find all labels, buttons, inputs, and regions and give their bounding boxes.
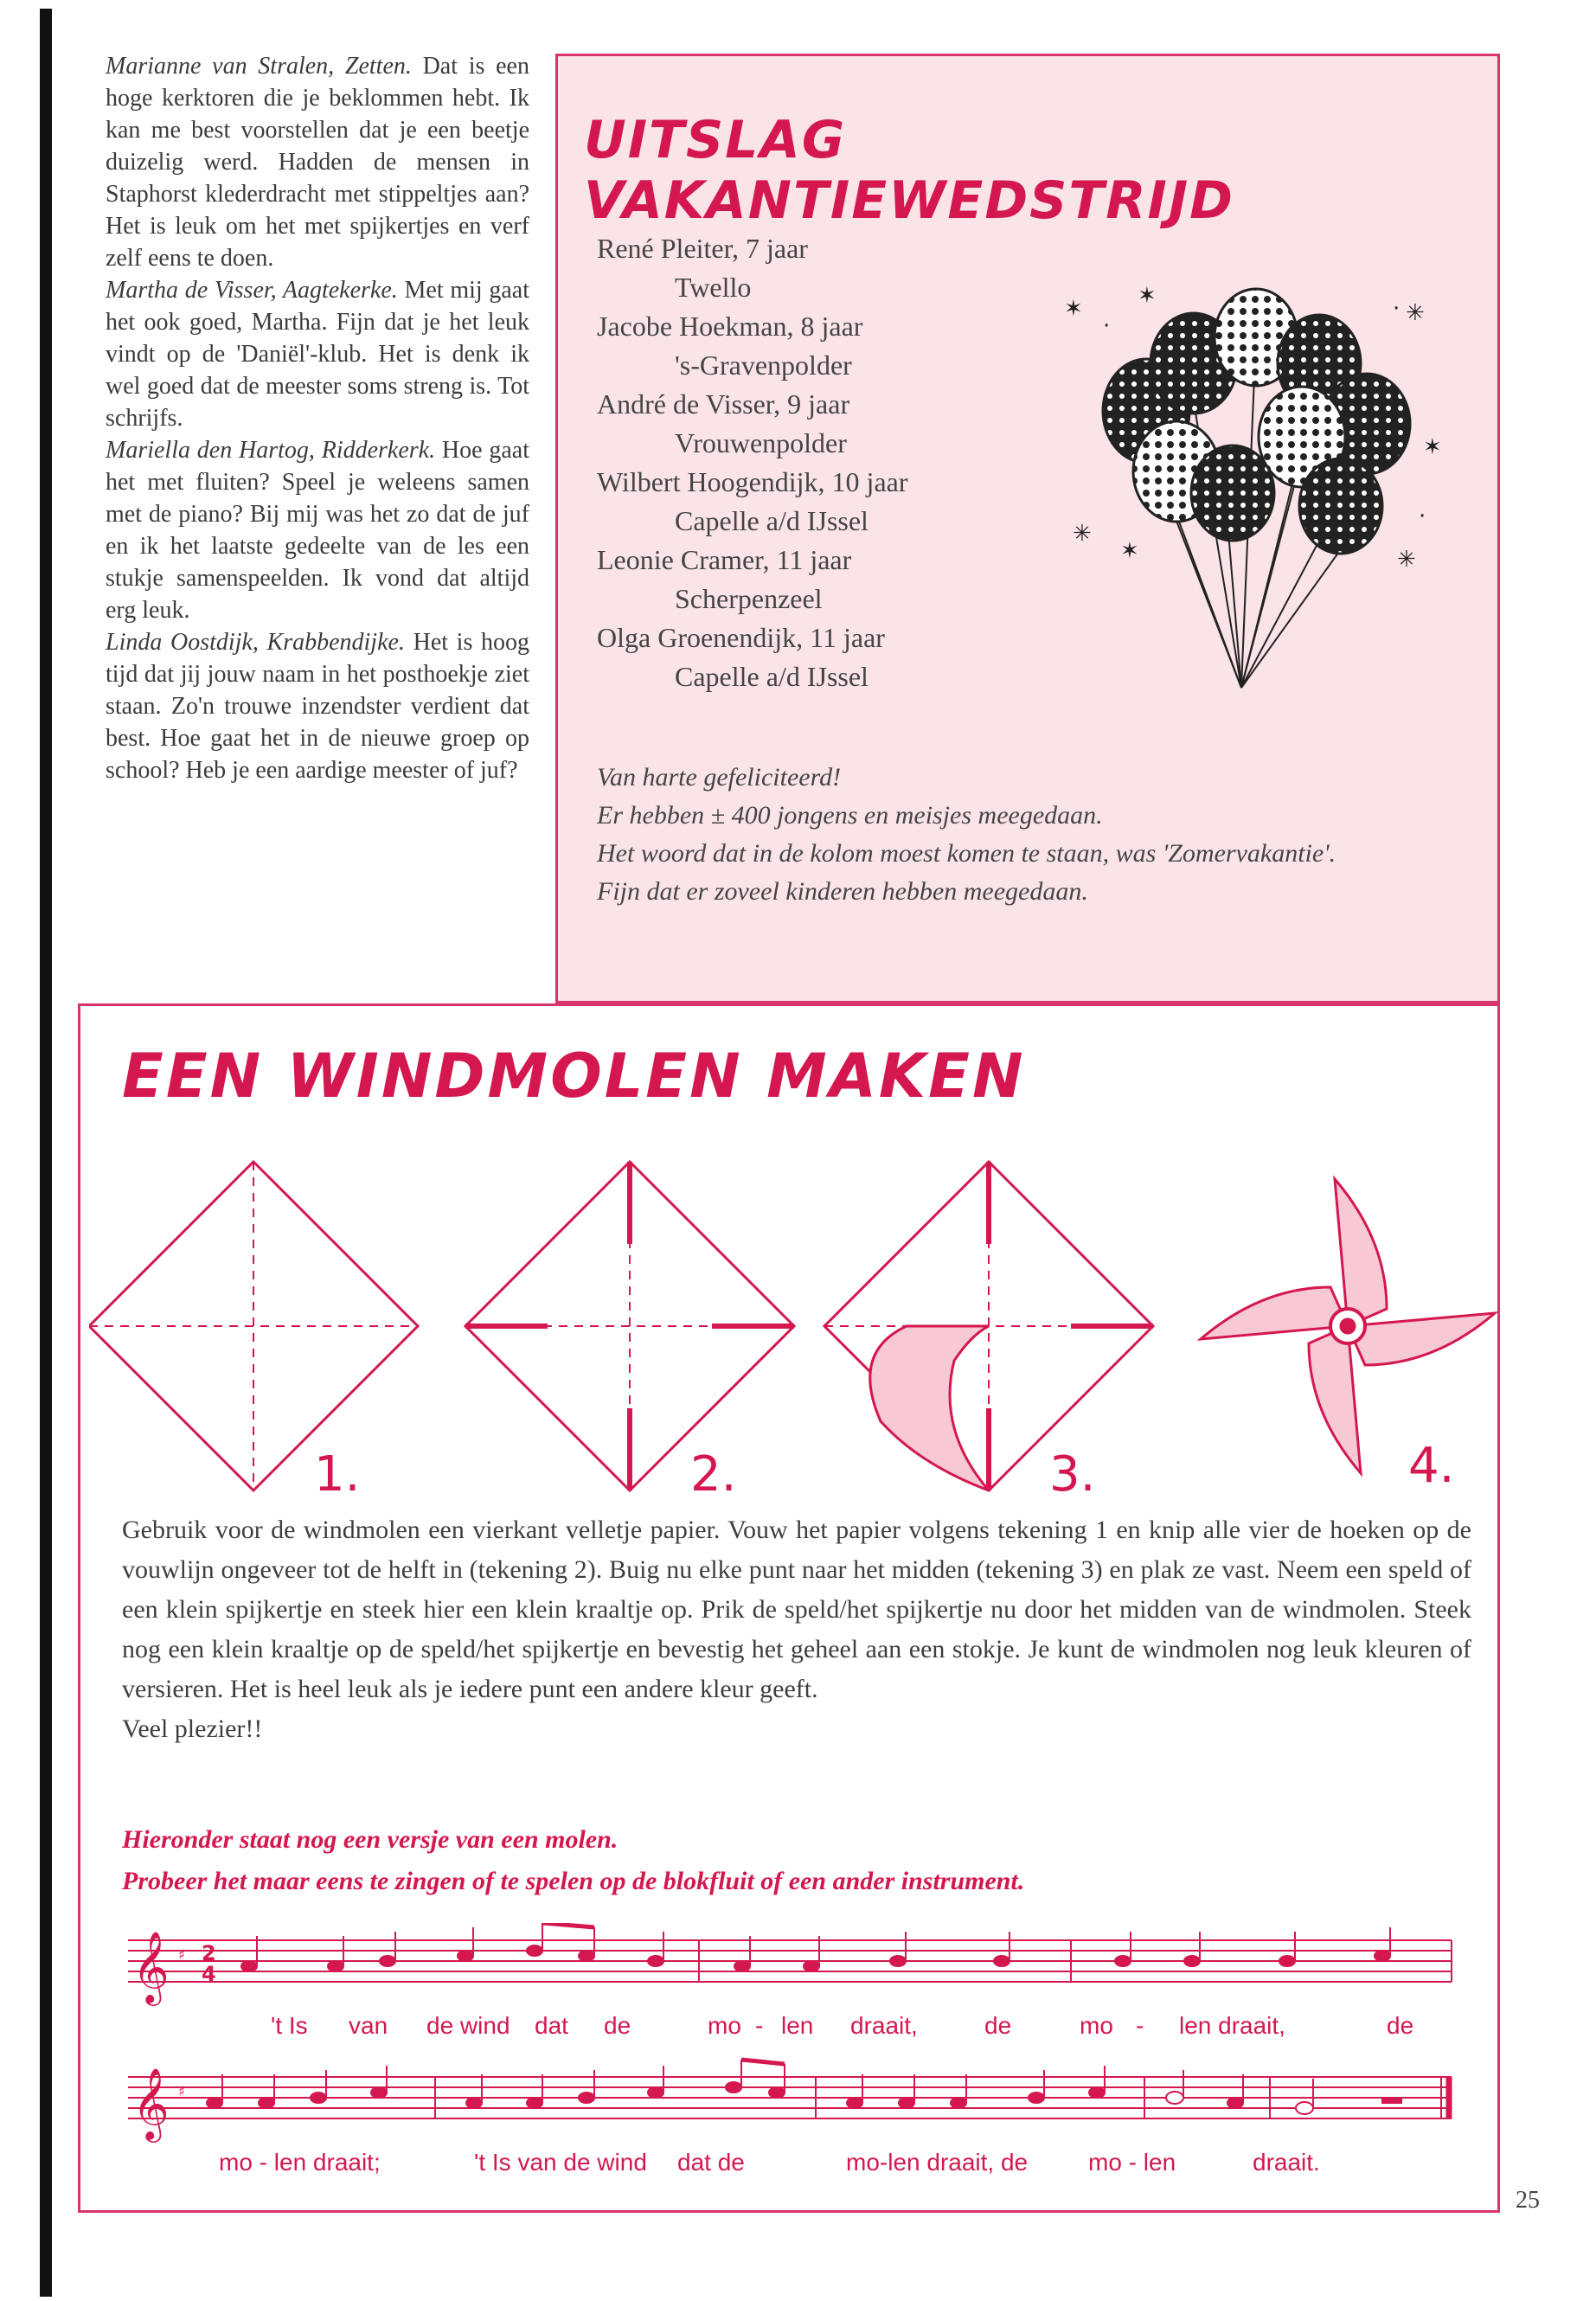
lyric: mo - len draait; [219,2149,381,2176]
step-3-drawing [824,1162,1153,1490]
winner-town: 's-Gravenpolder [675,349,852,381]
svg-text:♯: ♯ [178,1946,185,1963]
winner-town: Twello [675,272,752,303]
step-2-drawing [465,1162,794,1490]
svg-text:✳: ✳ [1397,547,1416,573]
svg-text:✶: ✶ [1120,538,1139,564]
lyric: mo [1080,2012,1113,2039]
lyric: mo [708,2012,741,2039]
step-3-label: 3. [1049,1446,1096,1503]
verse-intro: Hieronder staat nog een versje van een molen. Probeer het maar eens te zingen of te spelen op de blokfluit of een ander instrument. [122,1825,1025,1895]
svg-text:✳: ✳ [1406,300,1425,326]
page-number: 25 [1516,2187,1540,2214]
svg-text:✶: ✶ [1138,283,1157,309]
binding-edge [40,9,52,2297]
lyric: len draait, [1179,2012,1285,2039]
lyric: de [1387,2012,1414,2039]
treble-clef-icon: 𝄞 [132,2067,170,2139]
lyric: de [984,2012,1012,2039]
winner-name: Leonie Cramer, 11 jaar [597,544,852,575]
congratulations-text: Van harte gefeliciteerd! Er hebben ± 400 jongens en meisjes meegedaan. Het woord dat in de kolom moest komen te staan, was 'Zomervakantie'. Fijn dat er zoveel kinderen hebben meegedaan. [597,763,1336,906]
svg-text:·: · [1419,503,1426,529]
svg-text:✶: ✶ [1064,296,1083,322]
lyric: len [781,2012,814,2039]
winners-list [597,229,1047,696]
lyric: de [604,2012,631,2039]
time-signature-bottom: 4 [202,1962,216,1986]
sheet-music [128,1923,1460,2200]
contest-results-box [555,54,1500,1003]
winner-town: Scherpenzeel [675,583,823,614]
svg-text:♯: ♯ [178,2083,185,2099]
letter: Linda Oostdijk, Krabbendijke. Het is hoog tijd dat jij jouw naam in het posthoekje ziet staan. Zo'n trouwe inzendster verdient dat best. Hoe gaat het in de nieuwe groep op school? Heb je een aardige meester of juf? [106,629,529,784]
instructions-text: Gebruik voor de windmolen een vierkant velletje papier. Vouw het papier volgens tekening 1 en knip alle vier de hoeken op de vouwlijn ongeveer tot de helft in (tekening 2). Buig nu elke punt naar het midden (tekening 3) en plak ze vast. Neem een speld of een klein spijkertje en steek hier een klein kraaltje op. Prik de speld/het spijkertje nu door het midden van de windmolen. Steek nog een klein kraaltje op de speld/het spijkertje en bevestig het geheel aan een stokje. Je kunt de windmolen nog leuk kleuren of versieren. Het is heel leuk als je iedere punt een andere kleur geeft. Veel plezier!! [122,1516,1471,1743]
lyric: van [349,2012,388,2039]
step-1-drawing [89,1162,418,1490]
svg-text:·: · [1393,296,1401,322]
step-1-label: 1. [314,1446,361,1503]
contest-results-title: UITSLAG VAKANTIEWEDSTRIJD [584,110,1234,231]
lyric: 't Is [271,2012,308,2039]
lyric: dat [535,2012,568,2039]
lyric: draait. [1253,2149,1320,2176]
winner-name: Jacobe Hoekman, 8 jaar [597,311,863,342]
letter: Marianne van Stralen, Zetten. Dat is een hoge kerktoren die je beklommen hebt. Ik kan me best voorstellen dat je een beetje duizelig werd. Hadden de mensen in Staphorst klederdracht met stippeltjes aan? Het is leuk om het met spijkertjes en verf zelf eens te doen. [106,53,529,272]
balloons-illustration [1055,281,1453,714]
winner-name: Olga Groenendijk, 11 jaar [597,622,885,653]
letters-column [106,50,529,786]
step-4-label: 4. [1408,1438,1455,1494]
letter: Martha de Visser, Aagtekerke. Met mij gaat het ook goed, Martha. Fijn dat je het leuk vindt op de 'Daniël'-klub. Het is denk ik wel goed dat de meester soms streng is. Tot schrijfs. [106,277,529,432]
windmill-section [78,1003,1500,2213]
winner-name: René Pleiter, 7 jaar [597,233,808,264]
winner-town: Vrouwenpolder [675,427,847,458]
time-signature-top: 2 [202,1941,216,1965]
svg-text:·: · [1103,313,1111,339]
step-2-label: 2. [690,1446,737,1503]
treble-clef-icon: 𝄞 [132,1930,170,2003]
svg-text:✶: ✶ [1423,434,1442,460]
letter: Mariella den Hartog, Ridderkerk. Hoe gaat het met fluiten? Speel je weleens samen met de piano? Bij mij was het zo dat de juf en ik het laatste gedeelte van de les een stukje samenspeelden. Ik vond dat altijd erg leuk. [106,437,529,624]
windmill-title: EEN WINDMOLEN MAKEN [122,1041,1026,1112]
winner-town: Capelle a/d IJssel [675,505,869,536]
step-4-drawing [1201,1179,1495,1473]
winner-name: André de Visser, 9 jaar [597,388,850,420]
lyric: - [1136,2012,1144,2039]
lyric: draait, [850,2012,918,2039]
winner-name: Wilbert Hoogendijk, 10 jaar [597,466,908,497]
lyric: - [755,2012,764,2039]
lyric: mo-len draait, de [846,2149,1029,2176]
lyric: de wind [426,2012,510,2039]
lyric: dat de [677,2149,745,2176]
lyric: mo - len [1088,2149,1176,2176]
winner-town: Capelle a/d IJssel [675,661,869,692]
svg-text:✳: ✳ [1073,521,1092,547]
lyric: 't Is van de wind [474,2149,647,2176]
